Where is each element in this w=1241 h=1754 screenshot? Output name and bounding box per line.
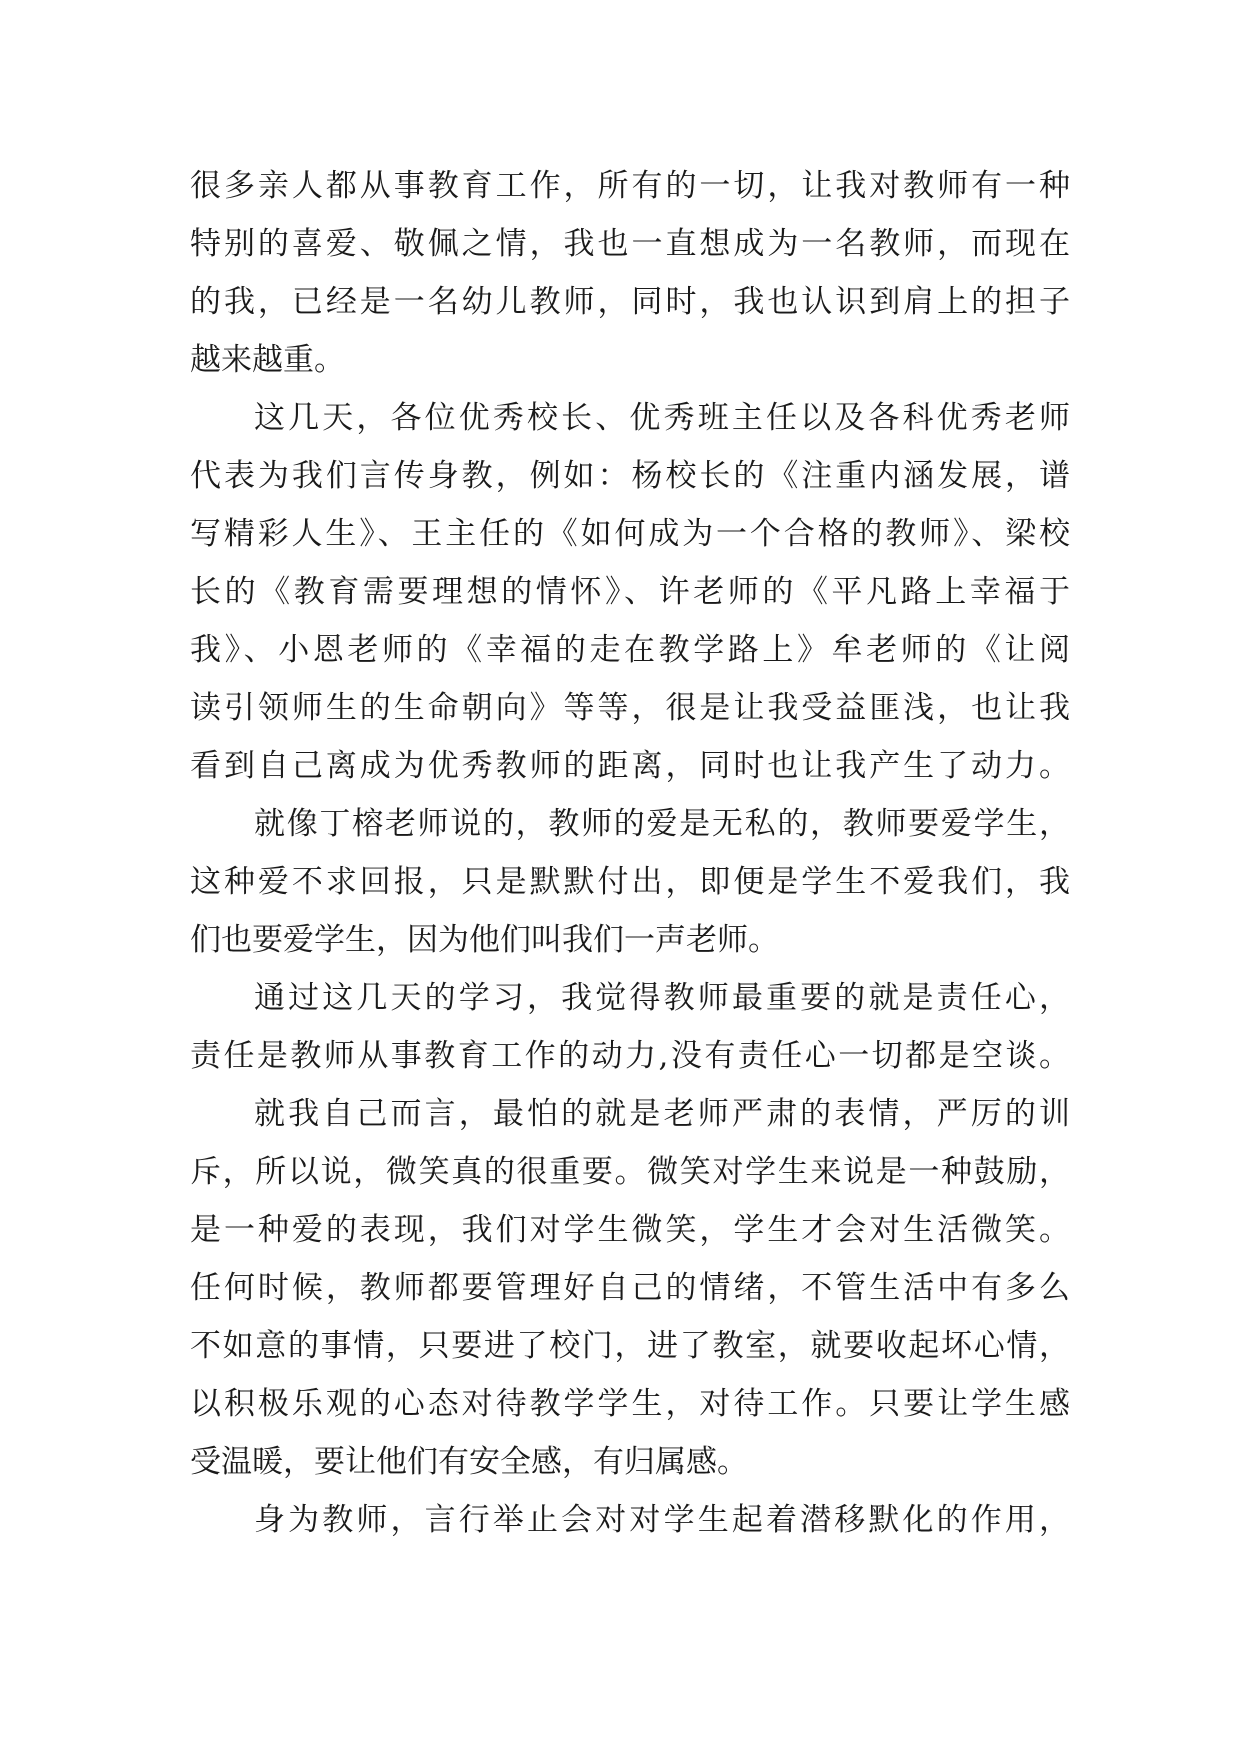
- text-line: 是一种爱的表现，我们对学生微笑，学生才会对生活微笑。: [190, 1212, 1070, 1248]
- text-line: 代表为我们言传身教，例如：杨校长的《注重内涵发展，谱: [190, 458, 1070, 494]
- text-line: 读引领师生的生命朝向》等等，很是让我受益匪浅，也让我: [190, 690, 1070, 726]
- paragraph-first-line: 这几天，各位优秀校长、优秀班主任以及各科优秀老师: [254, 400, 1070, 436]
- text-line: 斥，所以说，微笑真的很重要。微笑对学生来说是一种鼓励，: [190, 1154, 1070, 1190]
- paragraph-first-line: 就我自己而言，最怕的就是老师严肃的表情，严厉的训: [254, 1096, 1070, 1132]
- text-line: 看到自己离成为优秀教师的距离，同时也让我产生了动力。: [190, 748, 1070, 784]
- text-line: 很多亲人都从事教育工作，所有的一切，让我对教师有一种: [190, 168, 1070, 204]
- text-line: 越来越重。: [190, 342, 345, 378]
- text-line: 长的《教育需要理想的情怀》、许老师的《平凡路上幸福于: [190, 574, 1070, 610]
- text-line: 特别的喜爱、敬佩之情，我也一直想成为一名教师，而现在: [190, 226, 1070, 262]
- text-line: 责任是教师从事教育工作的动力,没有责任心一切都是空谈。: [190, 1038, 1070, 1074]
- paragraph-first-line: 通过这几天的学习，我觉得教师最重要的就是责任心，: [254, 980, 1070, 1016]
- text-line: 受温暖，要让他们有安全感，有归属感。: [190, 1444, 748, 1480]
- document-body: [190, 157, 1070, 1549]
- text-line: 任何时候，教师都要管理好自己的情绪，不管生活中有多么: [190, 1270, 1070, 1306]
- paragraph-first-line: 身为教师，言行举止会对对学生起着潜移默化的作用，: [254, 1502, 1070, 1538]
- text-line: 写精彩人生》、王主任的《如何成为一个合格的教师》、梁校: [190, 516, 1070, 552]
- text-line: 我》、小恩老师的《幸福的走在教学路上》牟老师的《让阅: [190, 632, 1070, 668]
- text-line: 这种爱不求回报，只是默默付出，即便是学生不爱我们，我: [190, 864, 1070, 900]
- text-line: 以积极乐观的心态对待教学学生，对待工作。只要让学生感: [190, 1386, 1070, 1422]
- paragraph-first-line: 就像丁榕老师说的，教师的爱是无私的，教师要爱学生，: [254, 806, 1070, 842]
- text-line: 不如意的事情，只要进了校门，进了教室，就要收起坏心情，: [190, 1328, 1070, 1364]
- text-line: 的我，已经是一名幼儿教师，同时，我也认识到肩上的担子: [190, 284, 1070, 320]
- text-line: 们也要爱学生，因为他们叫我们一声老师。: [190, 922, 779, 958]
